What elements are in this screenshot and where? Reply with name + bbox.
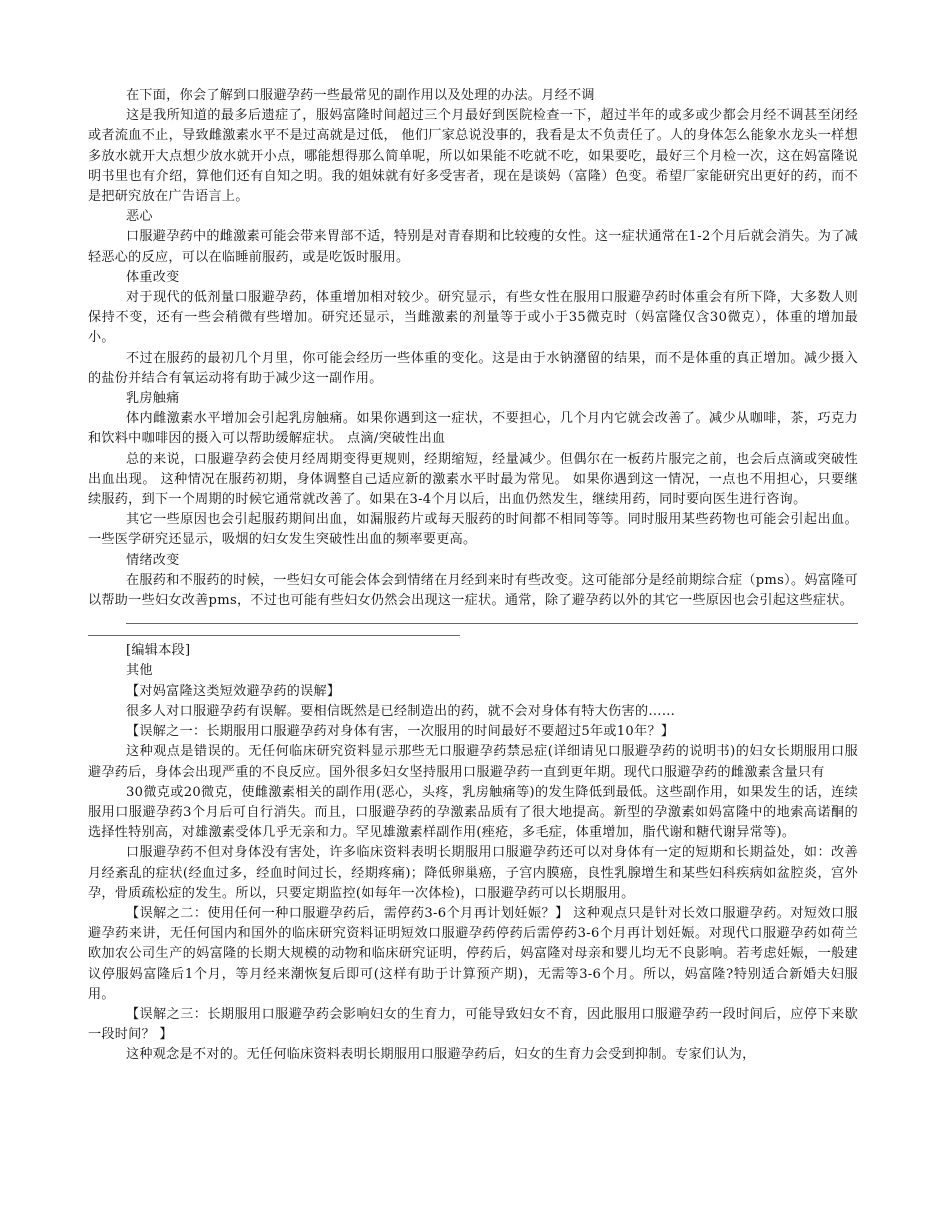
heading-misconceptions: 【对妈富隆这类短效避孕药的误解】 — [126, 683, 341, 699]
weight-paragraph-1: 对于现代的低剂量口服避孕药，体重增加相对较少。研究显示，有些女性在服用口服避孕药时体重会有所下降，大多数人则保持不变，还有一些会稍微有些增加。研究还显示，当雌激素的剂量等于或小于35微克时（妈富隆仅含30微克），体重的增加最小。 — [88, 290, 858, 346]
mood-paragraph: 在服药和不服药的时候，一些妇女可能会体会到情绪在月经到来时有些改变。这可能部分是经前期综合症（pms）。妈富隆可以帮助一些妇女改善pms，不过也可能有些妇女仍然会出现这一症状。通常，除了避孕药以外的其它一些原因也会引起这些症状。 — [88, 572, 858, 609]
menstrual-paragraph: 这是我所知道的最多后遗症了，服妈富隆时间超过三个月最好到医院检查一下，超过半年的或多或少都会月经不调甚至闭经或者流血不止，导致雌激素水平不是过高就是过低， 他们厂家总说没事的，我看是太不负责任了。人的身体怎么能象水龙头一样想多放水就开大点想少放水就开小点，哪能想得那么简单呢，所以如果能不吃就不吃，如果要吃，最好三个月检一次，这在妈富隆说明书里也有介绍，算他们还有自知之明。我的姐妹就有好多受害者，现在是谈妈（富隆）色变。希望厂家能研究出更好的药，而不是把研究放在广告语言上。 — [88, 108, 858, 205]
heading-other: 其他 — [126, 663, 153, 679]
bleeding-paragraph-1: 总的来说，口服避孕药会使月经周期变得更规则，经期缩短，经量减少。但偶尔在一板药片服完之前，也会后点滴或突破性出血出现。 这种情况在服药初期，身体调整自己适应新的激素水平时最为常见。 如果你遇到这一情况，一点也不用担心，只要继续服药，到下一个周期的时候它通常就改善了。如果在3-4个月以后，出血仍然发生，继续用药，同时要向医生进行咨询。 — [88, 451, 858, 508]
misconception-1-title: 【误解之一：长期服用口服避孕药对身体有害，一次服用的时间最好不要超过5年或10年？】 — [126, 724, 675, 740]
document-page — [88, 86, 858, 1066]
section-misconceptions — [88, 641, 858, 1065]
weight-paragraph-2: 不过在服药的最初几个月里，你可能会经历一些体重的变化。这是由于水钠潴留的结果，而不是体重的真正增加。减少摄入的盐份并结合有氧运动将有助于减少这一副作用。 — [88, 350, 858, 386]
heading-breast: 乳房触痛 — [126, 391, 180, 407]
misconception-3-paragraph: 这种观念是不对的。无任何临床资料表明长期服用口服避孕药后，妇女的生育力会受到抑制。专家们认为， — [126, 1047, 756, 1063]
section-side-effects — [88, 86, 858, 611]
misconception-intro: 很多人对口服避孕药有误解。要相信既然是已经制造出的药，就不会对身体有特大伤害的…… — [126, 703, 676, 719]
nausea-paragraph: 口服避孕药中的雌激素可能会带来胃部不适，特别是对青春期和比较瘦的女性。这一症状通常在1-2个月后就会消失。为了减轻恶心的反应，可以在临睡前服药，或是吃饭时服用。 — [88, 229, 858, 265]
divider-line-short — [88, 635, 460, 636]
bleeding-paragraph-2: 其它一些原因也会引起服药期间出血，如漏服药片或每天服药的时间都不相同等等。同时服用某些药物也可能会引起出血。一些医学研究还显示，吸烟的妇女发生突破性出血的频率要更高。 — [88, 512, 858, 548]
divider-line — [126, 623, 858, 624]
heading-nausea: 恶心 — [126, 209, 153, 225]
edit-section-link[interactable]: [编辑本段] — [126, 643, 191, 659]
intro-paragraph: 在下面，你会了解到口服避孕药一些最常见的副作用以及处理的办法。月经不调 — [126, 88, 595, 103]
misconception-1-paragraph-2: 30微克或20微克，使雌激素相关的副作用(恶心，头疼，乳房触痛等)的发生降低到最低。这些副作用，如果发生的话，连续服用口服避孕药3个月后可自行消失。而且，口服避孕药的孕激素品质有了很大地提高。新型的孕激素如妈富隆中的地索高诺酮的选择性特别高，对雄激素受体几乎无亲和力。罕见雄激素样副作用(痤疮，多毛症，体重增加，脂代谢和糖代谢异常等)。 — [88, 784, 858, 841]
heading-mood: 情绪改变 — [126, 552, 180, 568]
misconception-1-paragraph-1: 这种观点是错误的。无任何临床研究资料显示那些无口服避孕药禁忌症(详细请见口服避孕药的说明书)的妇女长期服用口服避孕药后，身体会出现严重的不良反应。国外很多妇女坚持服用口服避孕药一直到更年期。现代口服避孕药的雌激素含量只有 — [88, 744, 858, 780]
misconception-3-title: 【误解之三：长期服用口服避孕药会影响妇女的生育力，可能导致妇女不育，因此服用口服避孕药一段时间后，应停下来歇一段时间？ 】 — [88, 1006, 858, 1043]
breast-paragraph: 体内雌激素水平增加会引起乳房触痛。如果你遇到这一症状，不要担心，几个月内它就会改善了。减少从咖啡，茶，巧克力和饮料中咖啡因的摄入可以帮助缓解症状。 点滴/突破性出血 — [88, 411, 858, 447]
misconception-2-paragraph: 【误解之二：使用任何一种口服避孕药后，需停药3-6个月再计划妊娠？】 这种观点只是针对长效口服避孕药。对短效口服避孕药来讲，无任何国内和国外的临床研究资料证明短效口服避孕药停药后需停药3-6个月再计划妊娠。对现代口服避孕药如荷兰欧加农公司生产的妈富隆的长期大规模的动物和临床研究证明，停药后，妈富隆对母亲和婴儿均无不良影响。若考虑妊娠，一般建议停服妈富隆后1个月，等月经来潮恢复后即可(这样有助于计算预产期)，无需等3-6个月。所以，妈富隆?特别适合新婚夫妇服用。 — [88, 905, 858, 1002]
misconception-1-paragraph-3: 口服避孕药不但对身体没有害处，许多临床资料表明长期服用口服避孕药还可以对身体有一定的短期和长期益处，如：改善月经紊乱的症状(经血过多，经血时间过长，经期疼痛)；降低卵巢癌，子宫内膜癌，良性乳腺增生和某些妇科疾病如盆腔炎，宫外孕，骨质疏松症的发生。所以，只要定期监控(如每年一次体检)，口服避孕药可以长期服用。 — [88, 845, 858, 901]
heading-weight: 体重改变 — [126, 269, 180, 285]
